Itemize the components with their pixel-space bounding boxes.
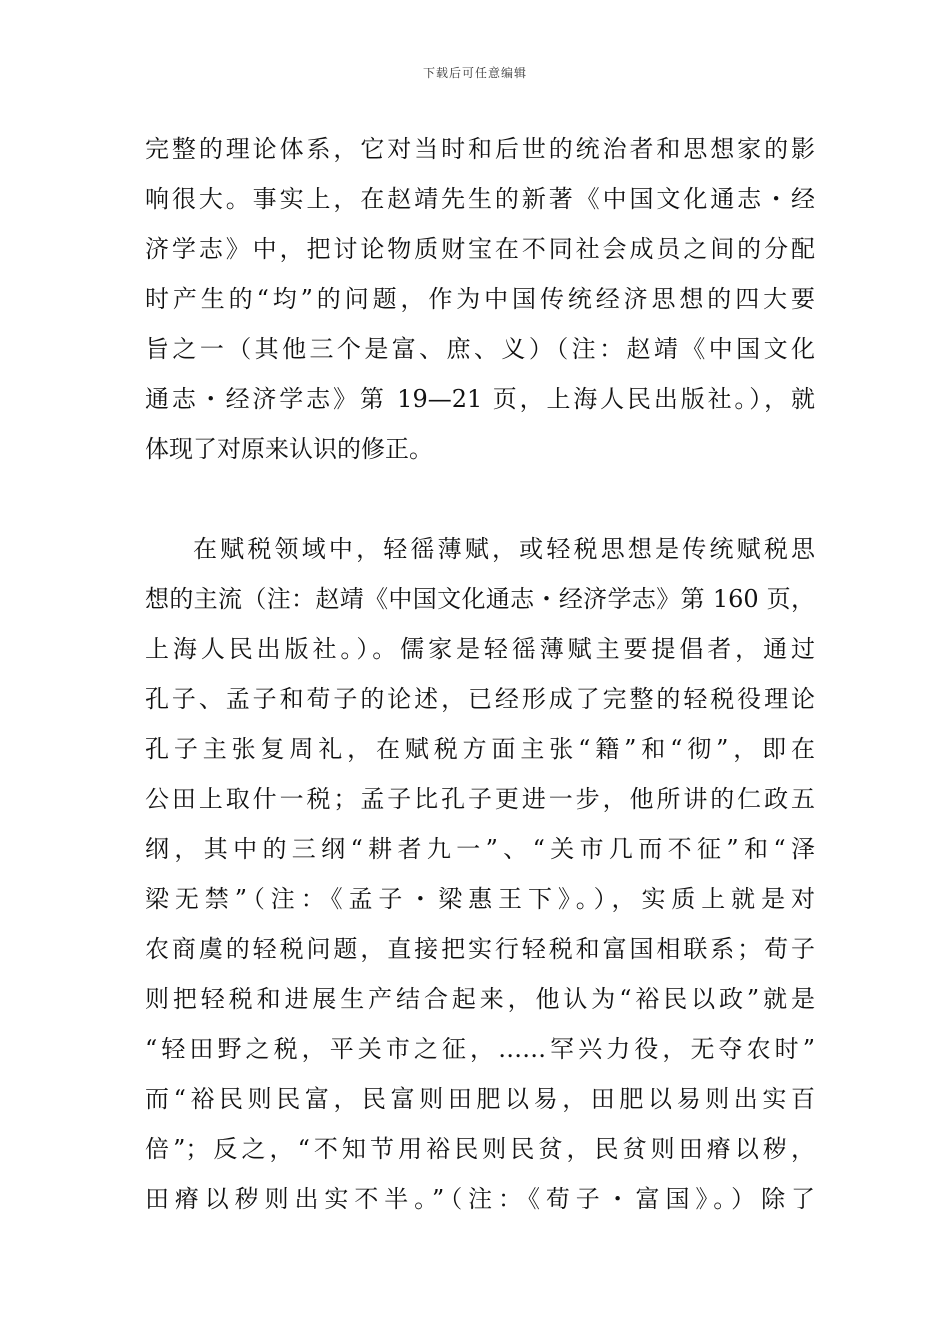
text-line: 上海人民出版社。）。儒家是轻徭薄赋主要提倡者，通过 [145,635,815,663]
text-line: 则把轻税和进展生产结合起来，他认为“裕民以政”就是 [145,985,815,1013]
text-line: 倍”；反之，“不知节用裕民则民贫，民贫则田瘠以秽， [145,1135,815,1163]
text-line: 旨之一（其他三个是富、庶、义）（注：赵靖《中国文化 [145,335,815,363]
text-line: 孔子、孟子和荀子的论述，已经形成了完整的轻税役理论 [145,685,815,713]
text-line: “轻田野之税，平关市之征，……罕兴力役，无夺农时” [145,1035,815,1063]
text-line: 体现了对原来认识的修正。 [145,435,433,463]
text-line: 孔子主张复周礼，在赋税方面主张“籍”和“彻”，即在 [145,735,815,763]
text-line: 而“裕民则民富，民富则田肥以易，田肥以易则出实百 [145,1085,815,1113]
text-line: 完整的理论体系，它对当时和后世的统治者和思想家的影 [145,135,815,163]
text-line: 想的主流（注：赵靖《中国文化通志・经济学志》第 160 页， [145,585,815,613]
text-line: 通志・经济学志》第 19—21 页，上海人民出版社。），就 [145,385,815,413]
text-line: 田瘠以秽则出实不半。”（注：《荀子・富国》。）除了 [145,1185,815,1213]
text-line: 农商虞的轻税问题，直接把实行轻税和富国相联系；荀子 [145,935,815,963]
paragraph-2 [145,524,815,1224]
text-line: 公田上取什一税；孟子比孔子更进一步，他所讲的仁政五 [145,785,815,813]
paragraph-1 [145,124,815,474]
text-line: 济学志》中，把讨论物质财宝在不同社会成员之间的分配 [145,235,815,263]
text-line: 时产生的“均”的问题，作为中国传统经济思想的四大要 [145,285,815,313]
text-line: 响很大。事实上，在赵靖先生的新著《中国文化通志・经 [145,185,815,213]
text-line: 在赋税领域中，轻徭薄赋，或轻税思想是传统赋税思 [193,535,815,563]
text-line: 纲，其中的三纲“耕者九一”、“关市几而不征”和“泽 [145,835,815,863]
page-header: 下载后可任意编辑 [422,66,527,80]
text-line: 梁无禁”（注：《孟子・梁惠王下》。），实质上就是对 [145,885,815,913]
